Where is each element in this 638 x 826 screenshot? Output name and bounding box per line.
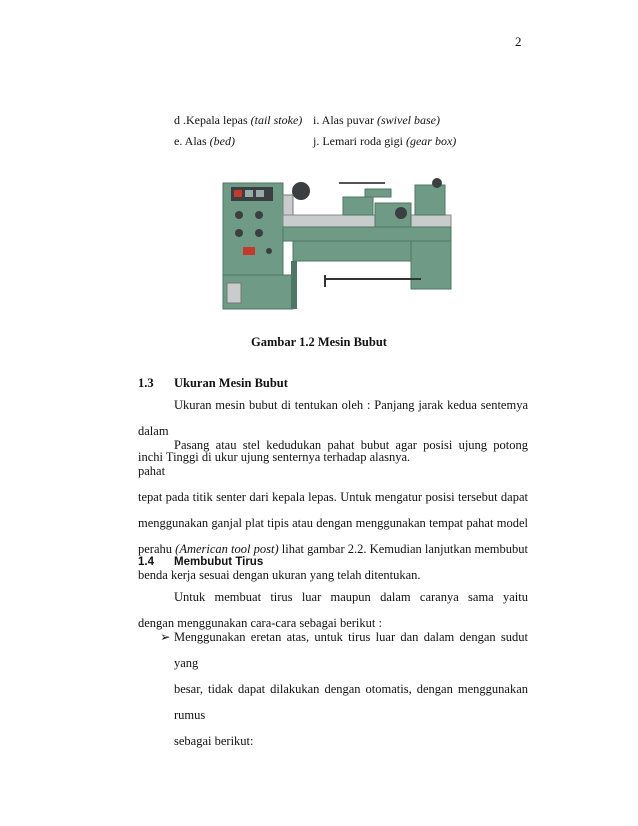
- text-line: Ukuran mesin bubut di tentukan oleh : Panjang jarak kedua sentemya dalam: [138, 398, 528, 438]
- legend-item-j: j. Lemari roda gigi (gear box): [313, 134, 457, 148]
- text-line: menggunakan ganjal plat tipis atau dengan menggunakan tempat pahat model: [138, 516, 528, 530]
- bullet-item: [160, 624, 528, 754]
- lathe-illustration: [215, 175, 455, 315]
- legend-item-i: i. Alas puvar (swivel base): [313, 113, 440, 127]
- text-line: Pasang atau stel kedudukan pahat bubut agar posisi ujung potong pahat: [138, 438, 528, 478]
- arrow-bullet-icon: ➢: [160, 630, 171, 644]
- figure-caption: Gambar 1.2 Mesin Bubut: [251, 335, 387, 349]
- text-line: besar, tidak dapat dilakukan dengan otomatis, dengan menggunakan rumus: [174, 682, 528, 722]
- section-title-1-4: Membubut Tirus: [174, 556, 264, 568]
- legend-item-d: d .Kepala lepas (tail stoke): [174, 113, 303, 127]
- page-number: 2: [515, 34, 522, 49]
- text-line: Untuk membuat tirus luar maupun dalam caranya sama yaitu: [174, 590, 528, 604]
- text-line: perahu (American tool post) lihat gambar 2.2. Kemudian lanjutkan membubut: [138, 542, 528, 556]
- text-line: dengan menggunakan cara-cara sebagai berikut :: [138, 616, 382, 630]
- lathe-machine-image: [215, 175, 455, 315]
- legend-item-e: e. Alas (bed): [174, 134, 235, 148]
- text-line: inchi Tinggi di ukur ujung senternya terhadap alasnya.: [138, 450, 411, 464]
- section-title-1-3: Ukuran Mesin Bubut: [174, 376, 288, 390]
- text-line: benda kerja sesuai dengan ukuran yang telah ditentukan.: [138, 568, 421, 582]
- text-line: sebagai berikut:: [174, 734, 254, 748]
- section-number-1-4: 1.4: [138, 556, 154, 568]
- text-line: Menggunakan eretan atas, untuk tirus luar dan dalam dengan sudut yang: [174, 630, 528, 670]
- text-line: tepat pada titik senter dari kepala lepas. Untuk mengatur posisi tersebut dapat: [138, 490, 528, 504]
- section-number-1-3: 1.3: [138, 376, 154, 390]
